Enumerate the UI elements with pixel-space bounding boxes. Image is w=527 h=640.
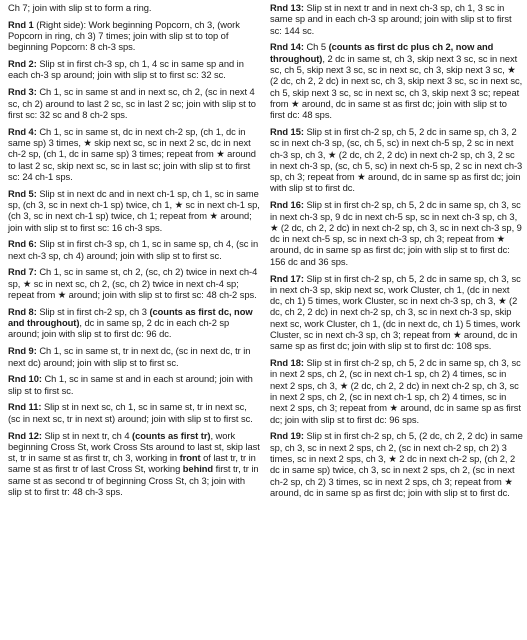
instruction-text: Ch 1, sc in same st, ch 2, (sc, ch 2) twice in next ch-4 sp, ★ sc in next sc, ch 2, (sc, ch 2) twice in next ch-4 sp; repeat from ★ around; join with slip st to first sc: 48 ch-2 sps. (8, 267, 258, 301)
bold-text: Rnd 12: (8, 430, 42, 441)
instruction-text: , dc in same sp, 2 dc in each ch-2 sp around; join with slip st to first dc: 96 dc. (8, 318, 230, 340)
instruction-text: Ch 5 (303, 42, 329, 53)
bold-text: behind (182, 464, 214, 475)
instruction-paragraph (8, 374, 260, 397)
instruction-text: Slip st in first ch-2 sp, ch 5, 2 dc in same sp, ch 3, 2 sc in next ch-3 sp, (sc, ch 5, sc) in next ch-5 sp, 2 sc in next ch-3 sp, ch 3, ★ (2 dc, ch 2, 2 dc) in next ch-2 sp, ch 3, 2 sc in next ch-3 sp, (sc, ch 5, sc) in next ch-5 sp, 2 sc in next ch-3 sp, ch 3; repeat from ★ around, dc in same sp as first dc; join with slip st to first dc. (270, 126, 523, 194)
bold-text: Rnd 1 (8, 19, 34, 30)
instruction-paragraph (270, 42, 523, 121)
bold-text: Rnd 14: (270, 42, 304, 53)
bold-text: Rnd 17: (270, 273, 304, 284)
instruction-text: Ch 1, sc in same st and in next sc, ch 2, (sc in next 4 sc, ch 2) around to last 2 sc, sc in last 2 sc; join with slip st to first sc: 32 sc and 8 ch-2 sps. (8, 87, 256, 120)
bold-text: Rnd 13: (270, 3, 304, 13)
instruction-paragraph (270, 127, 523, 195)
instruction-paragraph (270, 200, 523, 268)
bold-text: Rnd 8: (8, 306, 37, 317)
instruction-text: of last tr, tr in same st as first tr of last Cross St, working (8, 453, 256, 475)
instruction-paragraph (8, 402, 260, 425)
instruction-paragraph (8, 59, 260, 82)
bold-text: Rnd 16: (270, 200, 304, 211)
instruction-paragraph (270, 358, 523, 426)
instruction-text: Slip st in next tr and in next ch-3 sp, ch 1, 3 sc in same sp and in each ch-3 sp around; join with slip st to first sc: 144 sc. (270, 3, 512, 36)
bold-text: (counts as first dc plus ch 2, now and throughout) (270, 42, 494, 64)
bold-text: Rnd 6: (8, 239, 37, 250)
instruction-text: Slip st in first ch-2 sp, ch 5, (2 dc, ch 2, 2 dc) in same sp, ch 3, sc in next 2 sps, ch 2, (sc in next ch-2 sp, ch 2) 3 times, sc in next 2 sps, ch 3, ★ 2 dc in next ch-2 sp, (ch 2, 2 dc in same sp) twice, ch 3, sc in next 2 sps, ch 2, (sc in next ch-2 sp, ch 2) 3 times, sc in next 2 sps, ch 3; repeat from ★ around, dc in same sp as first dc; join with slip st to first dc. (270, 431, 523, 498)
instruction-paragraph (8, 431, 260, 499)
left-column (8, 3, 260, 640)
instruction-text: Ch 1, sc in same st and in each st around; join with slip st to first sc. (8, 374, 253, 396)
instruction-text: Ch 7; join with slip st to form a ring. (8, 3, 152, 13)
instruction-paragraph (8, 239, 260, 262)
bold-text: Rnd 19: (270, 431, 304, 442)
bold-text: front (179, 453, 201, 464)
right-column (270, 3, 523, 640)
bold-text: (counts as first tr) (132, 430, 211, 441)
instruction-paragraph (8, 20, 260, 54)
bold-text: Rnd 18: (270, 358, 304, 369)
instruction-paragraph (8, 189, 260, 234)
instruction-text: , work beginning Cross St, work Cross Sts around to last st, skip last st, tr in same st as first tr, ch 3, working in (8, 430, 260, 464)
instruction-text: Slip st in first ch-2 sp, ch 3 (36, 306, 150, 317)
instruction-text: first tr, tr in same st as second tr of beginning Cross St, ch 3; join with slip st to first tr: 48 ch-3 sps. (8, 464, 259, 497)
bold-text: (counts as first dc, now and throughout) (8, 306, 253, 329)
instruction-paragraph (8, 267, 260, 301)
instruction-text: Slip st in next sc, ch 1, sc in same st, tr in next sc, (sc in next sc, tr in next st) around; join with slip st to first sc. (8, 402, 253, 424)
bold-text: Rnd 10: (8, 374, 42, 385)
bold-text: Rnd 2: (8, 59, 37, 70)
bold-text: Rnd 4: (8, 126, 37, 137)
instruction-paragraph (270, 3, 523, 37)
instruction-text: , 2 dc in same st, ch 3, skip next 3 sc, sc in next sc, ch 5, skip next 3 sc, sc in next sc, ch 3, skip next 3 sc, ★ (2 dc, ch 2, 2 dc) in next sc, ch 3, skip next 3 sc, sc in next sc, ch 5, skip next 3 sc, sc in next sc, ch 3, skip next 3 sc; repeat from ★ around, dc in same st as first dc; join with slip st to first dc: 48 sps. (270, 53, 523, 121)
bold-text: Rnd 11: (8, 402, 42, 413)
instruction-text: Ch 1, sc in same st, tr in next dc, (sc in next dc, tr in next dc) around; join with slip st to first sc. (8, 346, 251, 368)
instruction-text: Slip st in first ch-2 sp, ch 5, 2 dc in same sp, ch 3, sc in next 2 sps, ch 2, (sc in next ch-1 sp, ch 2) 4 times, sc in next 2 sps, ch 3, ★ (2 dc, ch 2, 2 dc) in next ch-2 sp, ch 3, sc in next 2 sps, ch 2, (sc in next ch-1 sp, ch 2) 4 times, sc in next 2 sps, ch 3; repeat from ★ around, dc in same sp as first dc; join with slip st to first dc: 96 sps. (270, 358, 521, 425)
instruction-text: Slip st in next tr, ch 4 (41, 430, 133, 441)
bold-text: Rnd 5: (8, 188, 37, 199)
instruction-text: Slip st in first ch-2 sp, ch 5, 2 dc in same sp, ch 3, sc in next ch-3 sp, 9 dc in next ch-5 sp, sc in next ch-3 sp, ch 3, ★ (2 dc, ch 2, 2 dc) in next ch-2 sp, ch 3, sc in next ch-3 sp, 9 dc in next ch-5 sp, sc in next ch-3 sp, ch 3; repeat from ★ around, dc in same sp as first dc; join with slip st to first dc: 156 dc and 36 sps. (270, 200, 522, 267)
instruction-paragraph (8, 307, 260, 341)
instruction-text: Ch 1, sc in same st, dc in next ch-2 sp, (ch 1, dc in same sp) 3 times, ★ skip next sc, sc in next 2 sc, dc in next ch-2 sp, (ch 1, dc in same sp) 3 times; repeat from ★ around to last 2 sc, skip next sc, sc in last sc; join with slip st to first sc: 24 ch-1 sps. (8, 126, 256, 182)
instruction-text: (Right side): Work beginning Popcorn, ch 3, (work Popcorn in ring, ch 3) 7 times; join with slip st to top of beginning Popcorn: 8 ch-3 sps. (8, 19, 240, 53)
bold-text: Rnd 9: (8, 346, 37, 357)
instruction-paragraph (270, 274, 523, 353)
bold-text: Rnd 7: (8, 267, 37, 278)
instruction-text: Slip st in first ch-3 sp, ch 1, sc in same sp, ch 4, (sc in next ch-3 sp, ch 4) around; join with slip st to first sc. (8, 239, 259, 261)
bold-text: Rnd 15: (270, 126, 304, 137)
instruction-paragraph (8, 87, 260, 121)
instruction-paragraph (8, 127, 260, 183)
instruction-text: Slip st in first ch-2 sp, ch 5, 2 dc in same sp, ch 3, sc in next ch-3 sp, skip next sc, work Cluster, ch 1, (dc in next dc, ch 1) 5 times, work Cluster, sc in next ch-3 sp, ch 3, ★ (2 dc, ch 2, 2 dc) in next ch-2 sp, ch 3, sc in next ch-3 sp, skip next sc, work Cluster, ch 1, (dc in next dc, ch 1) 5 times, work Cluster, sc in next ch-3 sp, ch 3; repeat from ★ around, dc in same sp as first dc; join with slip st to first dc: 108 sps. (270, 273, 521, 352)
instruction-paragraph (8, 3, 260, 14)
instruction-text: Slip st in first ch-3 sp, ch 1, 4 sc in same sp and in each ch-3 sp around; join with slip st to first sc: 32 sc. (8, 59, 244, 81)
instruction-paragraph (8, 346, 260, 369)
instruction-paragraph (270, 431, 523, 499)
instruction-text: Slip st in next dc and in next ch-1 sp, ch 1, sc in same sp, (ch 3, sc in next ch-1 sp) twice, ch 1, ★ sc in next ch-1 sp, (ch 3, sc in next ch-1 sp) twice, ch 1; repeat from ★ around; join with slip st to first sc: 16 ch-3 sps. (8, 188, 260, 233)
bold-text: Rnd 3: (8, 87, 37, 98)
